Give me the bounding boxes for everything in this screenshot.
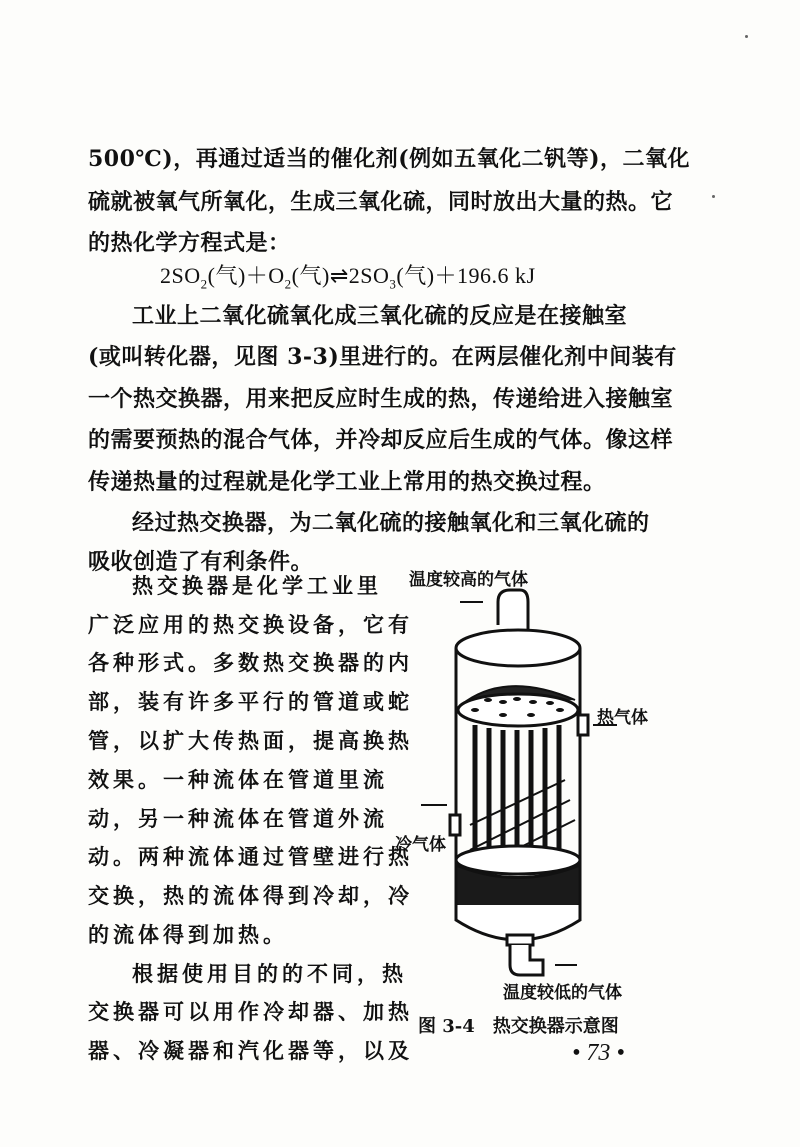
body-text-line: 的需要预热的混合气体，并冷却反应后生成的气体。像这样 [88,427,674,453]
scan-speck [745,35,748,38]
column-text-line: 广泛应用的热交换设备，它有 [88,612,413,637]
body-text-line: 硫就被氧气所氧化，生成三氧化硫，同时放出大量的热。它 [88,189,674,215]
figure-caption: 图 3-4 热交换器示意图 [418,1016,619,1037]
label-cold-gas: 冷气体 [395,835,446,855]
column-text-line: 的流体得到加热。 [88,922,288,947]
body-text-line: (或叫转化器，见图 3-3)里进行的。在两层催化剂中间装有 [88,344,677,370]
body-text-line: 吸收创造了有利条件。 [88,549,314,575]
body-text-line: 一个热交换器，用来把反应时生成的热，传递给进入接触室 [88,386,674,412]
label-hot-gas-in: 温度较高的气体 [409,570,528,590]
label-hot-gas: 热气体 [597,708,648,728]
column-text-line: 效果。一种流体在管道里流 [88,767,388,792]
column-text-line: 动。两种流体通过管壁进行热 [88,844,413,869]
column-text-line: 器、冷凝器和汽化器等，以及 [88,1038,413,1063]
column-text-line: 交换器可以用作冷却器、加热 [88,999,413,1024]
chemical-equation: $2SO_2$(气)$+O_2$(气)$\rightleftharpoons 2SO_3$(气)＋196.6 kJ [160,263,536,292]
scan-speck [712,195,715,198]
column-text-line: 交换，热的流体得到冷却，冷 [88,883,413,908]
body-text-line: 500℃)，再通过适当的催化剂(例如五氧化二钒等)，二氧化 [88,146,691,172]
body-text-line: 的热化学方程式是： [88,230,291,256]
column-text-line: 根据使用目的的不同，热 [132,961,407,986]
label-cool-gas-out: 温度较低的气体 [503,983,622,1003]
heat-exchanger-diagram [395,560,695,1030]
page-number: • 73 • [572,1040,625,1066]
column-text-line: 部，装有许多平行的管道或蛇 [88,689,413,714]
body-text-line: 工业上二氧化硫氧化成三氧化硫的反应是在接触室 [132,303,628,329]
column-text-line: 动，另一种流体在管道外流 [88,806,388,831]
column-text-line: 各种形式。多数热交换器的内 [88,650,413,675]
column-text-line: 热交换器是化学工业里 [132,573,382,598]
body-text-line: 经过热交换器，为二氧化硫的接触氧化和三氧化硫的 [132,510,650,536]
body-text-line: 传递热量的过程就是化学工业上常用的热交换过程。 [88,469,606,495]
heat-exchanger-figure [395,560,695,1030]
column-text-line: 管，以扩大传热面，提高换热 [88,728,413,753]
